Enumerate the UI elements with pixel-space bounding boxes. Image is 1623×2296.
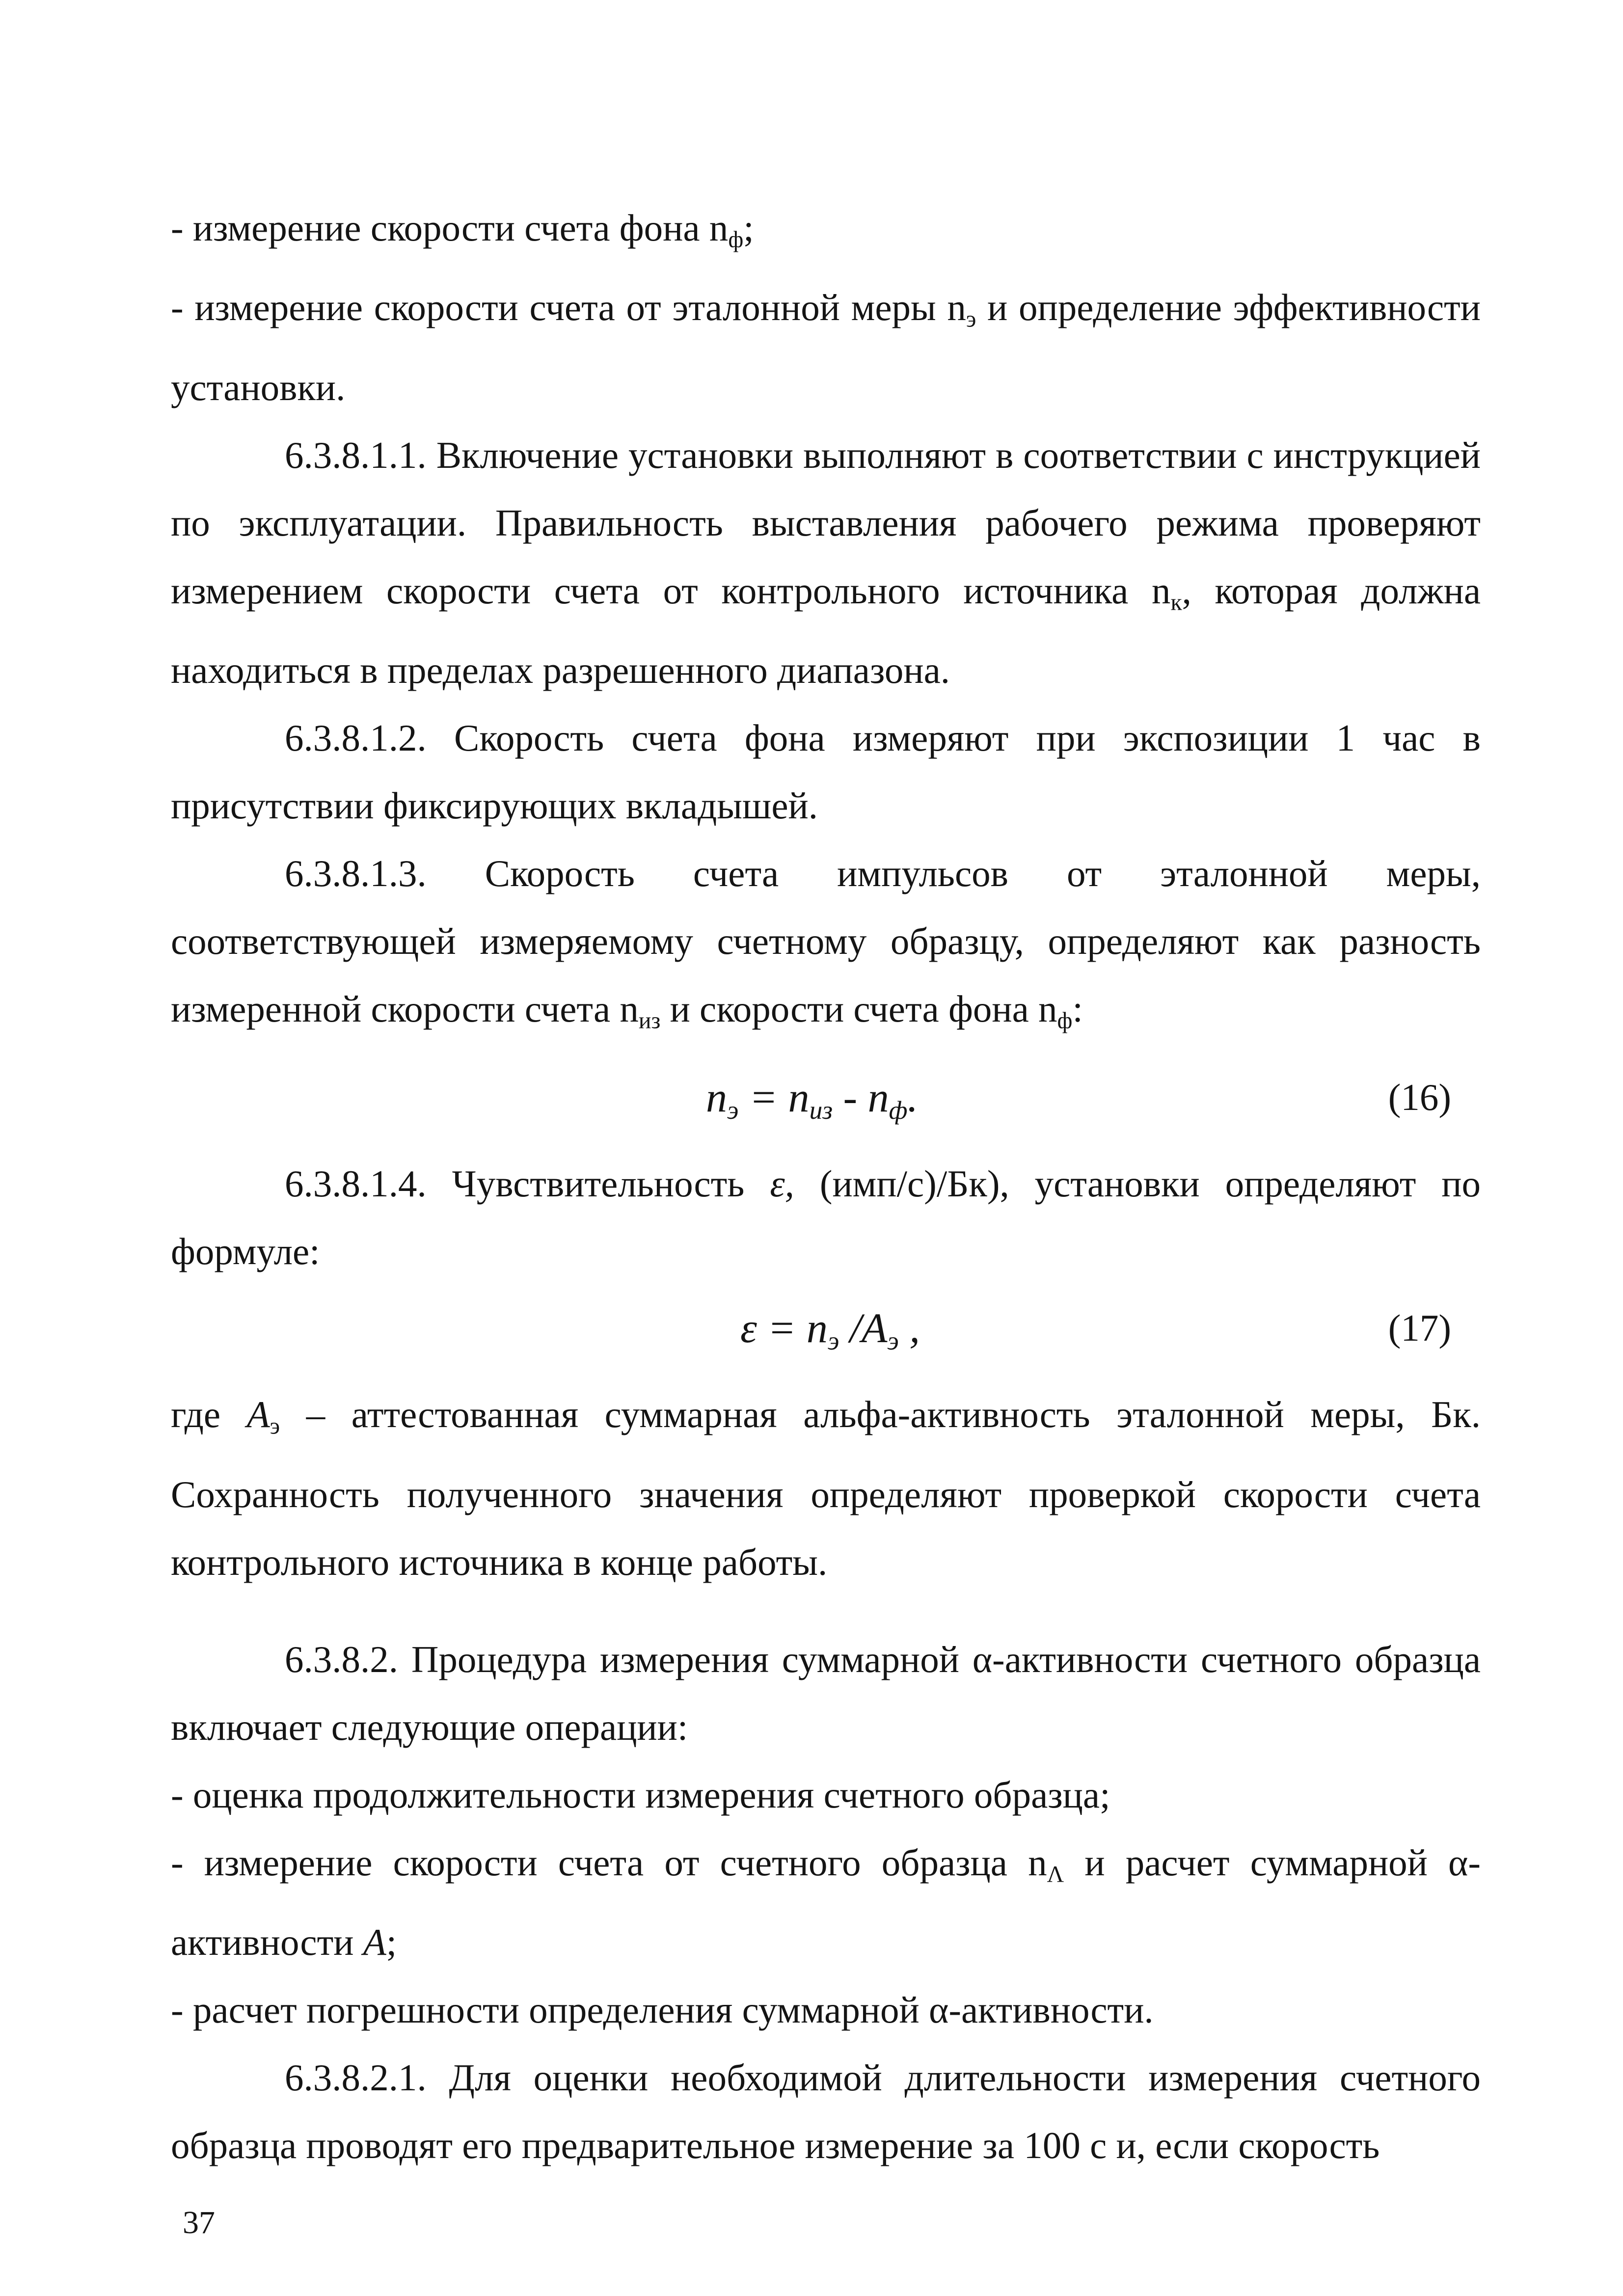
paragraph-6-3-8-1-2: 6.3.8.1.2. Скорость счета фона измеряют при экспозиции 1 час в присутствии фиксирующих вкладышей.	[171, 717, 1481, 827]
formula-17	[171, 1294, 1481, 1368]
paragraph-6-3-8-1-1: 6.3.8.1.1. Включение установки выполняют в соответствии с инструкцией по эксплуатации. Правильность выставления рабочего режима проверяют измерением скорости счета от контрольного источника $n_к$, которая должна находиться в пределах разрешенного диапазона.	[171, 433, 1481, 692]
list-item-error-calculation: - расчет погрешности определения суммарной α-активности.	[171, 1989, 1154, 2031]
formula-16-number: (16)	[1388, 1076, 1451, 1119]
section-gap	[171, 1596, 1481, 1625]
paragraph-6-3-8-1-3: 6.3.8.1.3. Скорость счета импульсов от эталонной меры, соответствующей измеряемому счетному образцу, определяют как разность измеренной скорости счета $n_{из}$ и скорости счета фона $n_ф$:	[171, 852, 1481, 1034]
formula-16	[171, 1063, 1481, 1137]
paragraph-6-3-8-2: 6.3.8.2. Процедура измерения суммарной α-активности счетного образца включает следующие операции:	[171, 1638, 1481, 1748]
page-body	[171, 194, 1481, 2179]
list-item-reference-measurement: - измерение скорости счета от эталонной меры $n_э$ и определение эффективности установки.	[171, 286, 1481, 408]
paragraph-6-3-8-2-1: 6.3.8.2.1. Для оценки необходимой длительности измерения счетного образца проводят его предварительное измерение за 100 с и, если скорость	[171, 2056, 1481, 2167]
paragraph-where-definition: где $A_э$ – аттестованная суммарная альфа-активность эталонной меры, Бк. Сохранность полученного значения определяют проверкой скорости счета контрольного источника в конце работы.	[171, 1393, 1481, 1583]
list-item-background-measurement: - измерение скорости счета фона $n_ф$;	[171, 207, 754, 253]
page-number: 37	[183, 2205, 215, 2241]
formula-17-number: (17)	[1388, 1307, 1451, 1350]
paragraph-6-3-8-1-4: 6.3.8.1.4. Чувствительность ε, (имп/с)/Бк), установки определяют по формуле:	[171, 1162, 1481, 1273]
formula-16-expression: $n_э = n_{из} - n_ф$.	[706, 1074, 919, 1125]
formula-17-expression: $\varepsilon = n_э$ $/A_э$ ,	[740, 1304, 920, 1356]
list-item-sample-measurement: - измерение скорости счета от счетного образца $n_\Lambda$ и расчет суммарной α-активности A;	[171, 1841, 1481, 1964]
list-item-duration-estimate: - оценка продолжительности измерения счетного образца;	[171, 1773, 1110, 1816]
